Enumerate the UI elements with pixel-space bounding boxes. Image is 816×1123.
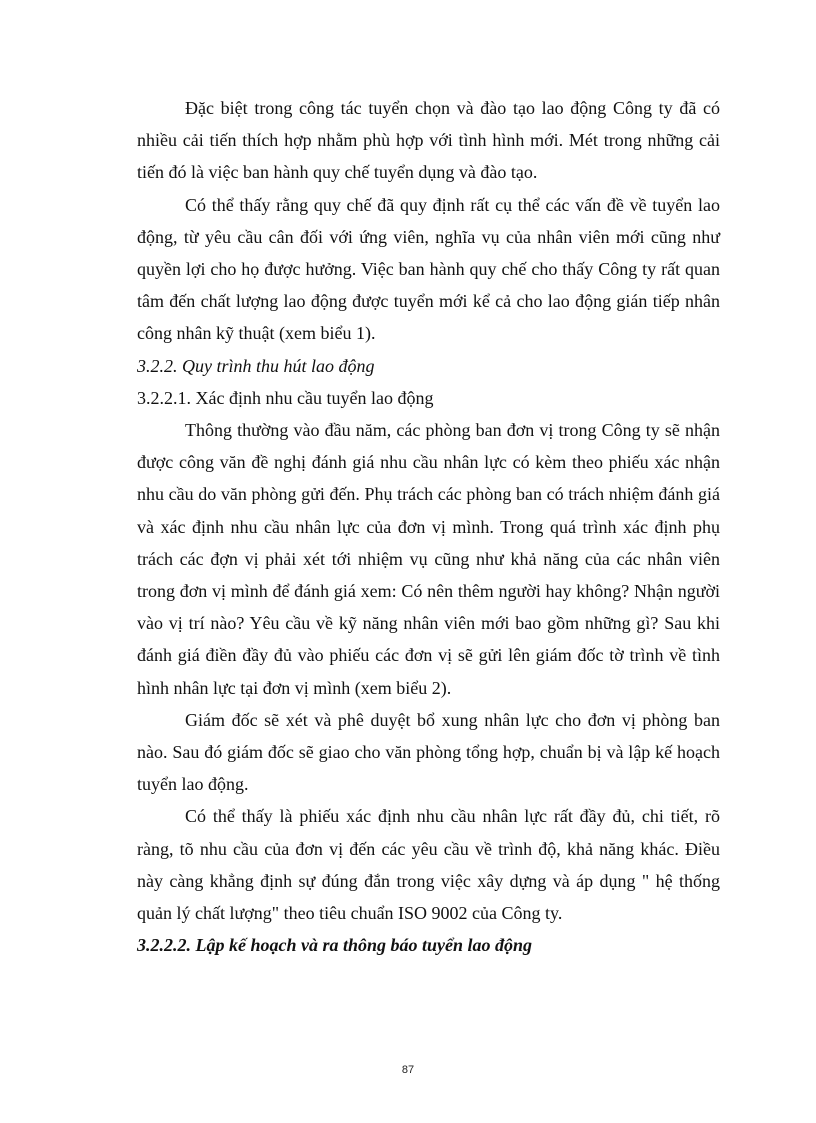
page-content xyxy=(137,92,720,961)
section-heading-3-2-2: 3.2.2. Quy trình thu hút lao động xyxy=(137,355,375,376)
paragraph-1: Đặc biệt trong công tác tuyển chọn và đào tạo lao động Công ty đã có nhiều cải tiến thích hợp nhằm phù hợp với tình hình mới. Mét trong những cải tiến đó là việc ban hành quy chế tuyển dụng và đào tạo. xyxy=(137,98,720,183)
section-heading-3-2-2-1: 3.2.2.1. Xác định nhu cầu tuyển lao động xyxy=(137,387,434,408)
paragraph-2: Có thể thấy rằng quy chế đã quy định rất cụ thể các vấn đề về tuyển lao động, từ yêu cầu cân đối với ứng viên, nghĩa vụ của nhân viên mới cũng như quyền lợi cho họ được hưởng. Việc ban hành quy chế cho thấy Công ty rất quan tâm đến chất lượng lao động được tuyển mới kể cả cho lao động gián tiếp nhân công nhân kỹ thuật (xem biểu 1). xyxy=(137,194,720,344)
paragraph-4: Giám đốc sẽ xét và phê duyệt bổ xung nhân lực cho đơn vị phòng ban nào. Sau đó giám đốc sẽ giao cho văn phòng tổng hợp, chuẩn bị và lập kế hoạch tuyển lao động. xyxy=(137,709,720,795)
page-number: 87 xyxy=(401,1064,415,1076)
paragraph-5: Có thể thấy là phiếu xác định nhu cầu nhân lực rất đầy đủ, chi tiết, rõ ràng, tõ nhu cầu của đơn vị đến các yêu cầu về trình độ, khả năng khác. Điều này càng khẳng định sự đúng đắn trong việc xây dựng và áp dụng " hệ thống quản lý chất lượng" theo tiêu chuẩn ISO 9002 của Công ty. xyxy=(137,806,720,924)
section-heading-3-2-2-2: 3.2.2.2. Lập kế hoạch và ra thông báo tuyển lao động xyxy=(137,935,533,956)
paragraph-3: Thông thường vào đầu năm, các phòng ban đơn vị trong Công ty sẽ nhận được công văn đề nghị đánh giá nhu cầu nhân lực có kèm theo phiếu xác nhận nhu cầu do văn phòng gửi đến. Phụ trách các phòng ban có trách nhiệm đánh giá và xác định nhu cầu nhân lực của đơn vị mình. Trong quá trình xác định phụ trách các đợn vị phải xét tới nhiệm vụ cũng như khả năng của các nhân viên trong đơn vị mình để đánh giá xem: Có nên thêm người hay không? Nhận người vào vị trí nào? Yêu cầu về kỹ năng nhân viên mới bao gồm những gì? Sau khi đánh giá điền đầy đủ vào phiếu các đơn vị sẽ gửi lên giám đốc tờ trình về tình hình nhân lực tại đơn vị mình (xem biểu 2). xyxy=(137,420,720,698)
